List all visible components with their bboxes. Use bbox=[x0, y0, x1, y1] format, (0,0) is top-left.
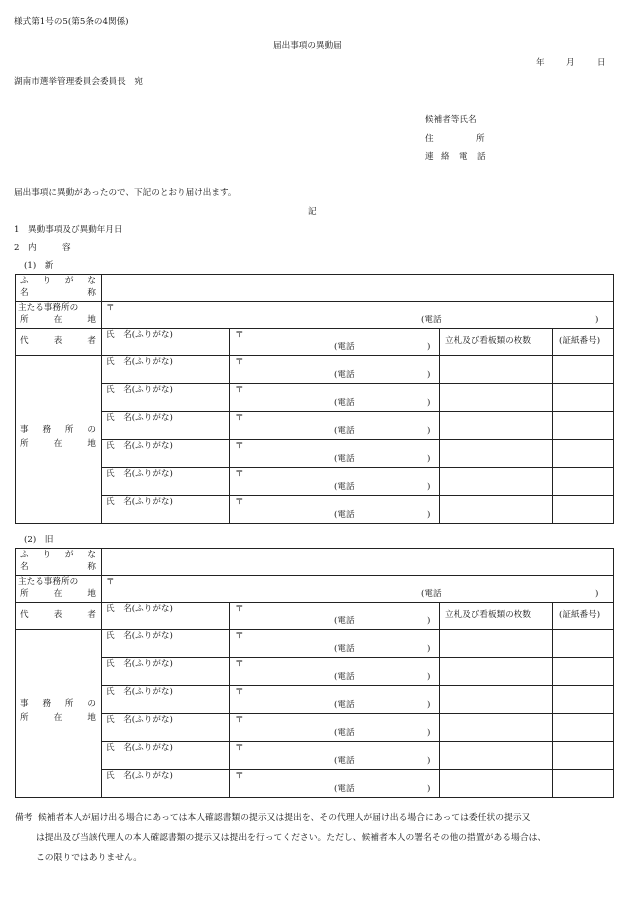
new-phone-open: (電話 bbox=[421, 315, 442, 325]
old-office-signboard-cell[interactable] bbox=[440, 714, 553, 742]
new-office-name-cell[interactable] bbox=[102, 440, 230, 468]
old-office-postal: 〒 bbox=[235, 743, 244, 753]
old-office-phone-close: ) bbox=[427, 672, 431, 682]
old-rep-address-cell[interactable] bbox=[230, 603, 440, 630]
new-stamp-label: (証紙番号) bbox=[559, 336, 601, 346]
remarks-line-1: 候補者本人が届け出る場合にあっては本人確認書類の提示又は提出を、その代理人が届け出る場合にあっては委任状の提示又 bbox=[38, 813, 531, 823]
old-office-address-cell[interactable] bbox=[230, 658, 440, 686]
new-main-office-label: 主たる事務所の bbox=[18, 303, 79, 313]
new-rep-name-label: 氏 名(ふりがな) bbox=[106, 330, 173, 340]
new-office-address-cell[interactable] bbox=[230, 440, 440, 468]
section-new-label: (1) 新 bbox=[24, 261, 54, 271]
applicant-contact-label-1: 連 bbox=[425, 152, 434, 162]
old-office-postal: 〒 bbox=[235, 659, 244, 669]
new-office-phone-open: (電話 bbox=[334, 370, 355, 380]
new-furigana-label-char: な bbox=[87, 276, 96, 286]
new-office-phone-close: ) bbox=[427, 510, 431, 520]
new-office-address-cell[interactable] bbox=[230, 356, 440, 384]
new-furigana-label-char: が bbox=[64, 276, 74, 286]
old-office-phone-open: (電話 bbox=[334, 672, 355, 682]
old-name-label-char: 称 bbox=[87, 562, 96, 572]
old-office-phone-close: ) bbox=[427, 728, 431, 738]
old-rep-name-cell[interactable] bbox=[102, 603, 230, 630]
new-main-office-location bbox=[20, 315, 96, 325]
intro-text: 届出事項に異動があったので、下記のとおり届け出ます。 bbox=[14, 188, 237, 198]
new-office-name-label: 氏 名(ふりがな) bbox=[106, 385, 173, 395]
new-office-name-cell[interactable] bbox=[102, 496, 230, 524]
applicant-address-label-2: 所 bbox=[476, 134, 485, 144]
ki-heading: 記 bbox=[308, 207, 317, 217]
new-rep-address-cell[interactable] bbox=[230, 329, 440, 356]
applicant-name-label: 候補者等氏名 bbox=[425, 115, 477, 125]
section-old-label: (2) 旧 bbox=[24, 535, 54, 545]
new-rep-phone-open: (電話 bbox=[334, 342, 355, 352]
new-office-signboard-cell[interactable] bbox=[440, 440, 553, 468]
new-main-office-location-char: 所 bbox=[20, 315, 29, 325]
old-office-location-label-1-char: 所 bbox=[64, 699, 74, 709]
old-office-name-cell[interactable] bbox=[102, 770, 230, 798]
new-office-signboard-cell[interactable] bbox=[440, 384, 553, 412]
old-office-phone-open: (電話 bbox=[334, 756, 355, 766]
page-title: 届出事項の異動届 bbox=[273, 41, 342, 51]
old-main-office-location-char: 所 bbox=[20, 589, 29, 599]
new-office-phone-open: (電話 bbox=[334, 454, 355, 464]
old-main-office-label: 主たる事務所の bbox=[18, 577, 79, 587]
new-office-stamp-cell[interactable] bbox=[553, 384, 614, 412]
old-office-name-label: 氏 名(ふりがな) bbox=[106, 771, 173, 781]
new-office-location-label-1 bbox=[20, 425, 96, 435]
new-office-stamp-cell[interactable] bbox=[553, 412, 614, 440]
new-office-phone-close: ) bbox=[427, 398, 431, 408]
new-office-location-label-1-char: の bbox=[87, 425, 96, 435]
old-office-name-label: 氏 名(ふりがな) bbox=[106, 687, 173, 697]
new-name-label-char: 称 bbox=[87, 288, 96, 298]
remarks-line-2: は提出及び当該代理人の本人確認書類の提示又は提出を行ってください。ただし、候補者本人の署名その他の措置がある場合は、 bbox=[36, 833, 547, 843]
old-office-signboard-cell[interactable] bbox=[440, 770, 553, 798]
old-office-address-cell[interactable] bbox=[230, 686, 440, 714]
new-rep-label bbox=[20, 336, 96, 346]
new-office-location-label-cell bbox=[16, 356, 102, 524]
new-name-label-char: 名 bbox=[20, 288, 29, 298]
new-office-postal: 〒 bbox=[235, 497, 244, 507]
old-main-office-location-char: 在 bbox=[53, 589, 63, 599]
old-office-phone-close: ) bbox=[427, 784, 431, 794]
old-main-office-label-cell bbox=[16, 576, 102, 603]
old-office-phone-close: ) bbox=[427, 756, 431, 766]
old-office-location-label-2 bbox=[20, 713, 96, 723]
new-office-postal: 〒 bbox=[235, 441, 244, 451]
new-rep-label-char: 表 bbox=[53, 336, 63, 346]
old-stamp-header bbox=[553, 603, 614, 630]
new-rep-name-cell[interactable] bbox=[102, 329, 230, 356]
new-name-label bbox=[20, 288, 96, 298]
old-office-signboard-cell[interactable] bbox=[440, 658, 553, 686]
applicant-contact-label-4: 話 bbox=[477, 152, 486, 162]
old-postal-mark: 〒 bbox=[106, 577, 115, 587]
new-office-phone-close: ) bbox=[427, 482, 431, 492]
form-number: 様式第1号の5(第5条の4関係) bbox=[14, 17, 129, 27]
new-office-phone-close: ) bbox=[427, 370, 431, 380]
old-office-phone-close: ) bbox=[427, 700, 431, 710]
item-2-a: 2 内 bbox=[14, 243, 37, 253]
new-rep-label-char: 代 bbox=[20, 336, 29, 346]
new-office-stamp-cell[interactable] bbox=[553, 440, 614, 468]
old-rep-label-char: 代 bbox=[20, 610, 29, 620]
old-main-office-location-char: 地 bbox=[87, 589, 96, 599]
new-office-address-cell[interactable] bbox=[230, 496, 440, 524]
old-office-address-cell[interactable] bbox=[230, 714, 440, 742]
new-office-location-label-2-char: 在 bbox=[53, 439, 63, 449]
old-office-location-label-cell bbox=[16, 630, 102, 798]
old-furigana-label-char: な bbox=[87, 550, 96, 560]
old-office-stamp-cell[interactable] bbox=[553, 770, 614, 798]
old-name-label bbox=[20, 562, 96, 572]
old-office-phone-open: (電話 bbox=[334, 700, 355, 710]
new-rep-label-cell bbox=[16, 329, 102, 356]
new-office-name-label: 氏 名(ふりがな) bbox=[106, 413, 173, 423]
date-year: 年 bbox=[536, 58, 545, 68]
remarks-line-3: この限りではありません。 bbox=[36, 853, 143, 863]
new-office-postal: 〒 bbox=[235, 469, 244, 479]
old-main-office-value-cell[interactable] bbox=[102, 576, 614, 603]
old-phone-open: (電話 bbox=[421, 589, 442, 599]
old-office-stamp-cell[interactable] bbox=[553, 686, 614, 714]
new-office-name-label: 氏 名(ふりがな) bbox=[106, 357, 173, 367]
old-office-location-label-1-char: 事 bbox=[20, 699, 29, 709]
old-office-location-label-2-char: 地 bbox=[87, 713, 96, 723]
old-office-postal: 〒 bbox=[235, 715, 244, 725]
new-main-office-location-char: 在 bbox=[53, 315, 63, 325]
new-office-address-cell[interactable] bbox=[230, 384, 440, 412]
old-name-label-cell bbox=[16, 549, 102, 576]
new-rep-label-char: 者 bbox=[87, 336, 96, 346]
old-main-office-location bbox=[20, 589, 96, 599]
old-phone-close: ) bbox=[595, 589, 599, 599]
old-office-stamp-cell[interactable] bbox=[553, 658, 614, 686]
old-rep-phone-close: ) bbox=[427, 616, 431, 626]
old-furigana-label-char: が bbox=[64, 550, 74, 560]
old-form-table bbox=[15, 548, 614, 798]
new-office-stamp-cell[interactable] bbox=[553, 468, 614, 496]
item-1: 1 異動事項及び異動年月日 bbox=[14, 225, 123, 235]
old-office-name-cell[interactable] bbox=[102, 686, 230, 714]
old-furigana-label-char: り bbox=[42, 550, 52, 560]
old-rep-postal: 〒 bbox=[235, 604, 244, 614]
old-office-stamp-cell[interactable] bbox=[553, 714, 614, 742]
new-office-location-label-1-char: 所 bbox=[64, 425, 74, 435]
new-office-location-label-2-char: 所 bbox=[20, 439, 29, 449]
old-office-name-label: 氏 名(ふりがな) bbox=[106, 631, 173, 641]
new-office-name-label: 氏 名(ふりがな) bbox=[106, 497, 173, 507]
old-office-name-cell[interactable] bbox=[102, 658, 230, 686]
old-office-name-label: 氏 名(ふりがな) bbox=[106, 659, 173, 669]
new-office-signboard-cell[interactable] bbox=[440, 468, 553, 496]
new-office-name-cell[interactable] bbox=[102, 356, 230, 384]
old-office-location-label-1 bbox=[20, 699, 96, 709]
new-name-label-cell bbox=[16, 275, 102, 302]
new-office-name-label: 氏 名(ふりがな) bbox=[106, 469, 173, 479]
new-office-postal: 〒 bbox=[235, 385, 244, 395]
new-office-signboard-cell[interactable] bbox=[440, 412, 553, 440]
new-postal-mark: 〒 bbox=[106, 303, 115, 313]
old-office-location-label-2-char: 所 bbox=[20, 713, 29, 723]
new-office-address-cell[interactable] bbox=[230, 468, 440, 496]
new-office-name-cell[interactable] bbox=[102, 468, 230, 496]
old-office-location-label-2-char: 在 bbox=[53, 713, 63, 723]
new-office-stamp-cell[interactable] bbox=[553, 356, 614, 384]
old-name-label-char: 名 bbox=[20, 562, 29, 572]
new-office-postal: 〒 bbox=[235, 357, 244, 367]
new-form-table bbox=[15, 274, 614, 524]
old-office-stamp-cell[interactable] bbox=[553, 630, 614, 658]
old-office-postal: 〒 bbox=[235, 771, 244, 781]
applicant-address-label-1: 住 bbox=[425, 134, 434, 144]
applicant-contact-label-2: 絡 bbox=[441, 152, 450, 162]
old-office-phone-close: ) bbox=[427, 644, 431, 654]
old-name-value-cell[interactable] bbox=[102, 549, 614, 576]
old-office-postal: 〒 bbox=[235, 687, 244, 697]
old-rep-label bbox=[20, 610, 96, 620]
old-office-stamp-cell[interactable] bbox=[553, 742, 614, 770]
new-office-location-label-2 bbox=[20, 439, 96, 449]
applicant-contact-label-3: 電 bbox=[459, 152, 468, 162]
old-office-signboard-cell[interactable] bbox=[440, 686, 553, 714]
new-office-signboard-cell[interactable] bbox=[440, 356, 553, 384]
new-signboard-label: 立札及び看板類の枚数 bbox=[445, 336, 531, 346]
old-office-name-cell[interactable] bbox=[102, 714, 230, 742]
new-office-location-label-2-char: 地 bbox=[87, 439, 96, 449]
new-phone-close: ) bbox=[595, 315, 599, 325]
new-main-office-label-cell bbox=[16, 302, 102, 329]
new-office-phone-open: (電話 bbox=[334, 426, 355, 436]
new-office-signboard-cell[interactable] bbox=[440, 496, 553, 524]
new-office-name-cell[interactable] bbox=[102, 384, 230, 412]
new-main-office-location-char: 地 bbox=[87, 315, 96, 325]
old-furigana-label bbox=[20, 550, 96, 560]
date-day: 日 bbox=[597, 58, 606, 68]
new-office-location-label-1-char: 事 bbox=[20, 425, 29, 435]
old-office-name-cell[interactable] bbox=[102, 742, 230, 770]
old-office-name-cell[interactable] bbox=[102, 630, 230, 658]
new-name-value-cell[interactable] bbox=[102, 275, 614, 302]
old-stamp-label: (証紙番号) bbox=[559, 610, 601, 620]
date-month: 月 bbox=[566, 58, 575, 68]
old-office-signboard-cell[interactable] bbox=[440, 630, 553, 658]
new-signboard-header bbox=[440, 329, 553, 356]
new-office-name-label: 氏 名(ふりがな) bbox=[106, 441, 173, 451]
old-office-phone-open: (電話 bbox=[334, 784, 355, 794]
old-office-signboard-cell[interactable] bbox=[440, 742, 553, 770]
new-office-phone-open: (電話 bbox=[334, 482, 355, 492]
new-rep-phone-close: ) bbox=[427, 342, 431, 352]
new-main-office-value-cell[interactable] bbox=[102, 302, 614, 329]
new-office-phone-open: (電話 bbox=[334, 510, 355, 520]
old-office-location-label-1-char: の bbox=[87, 699, 96, 709]
old-office-postal: 〒 bbox=[235, 631, 244, 641]
old-rep-label-char: 者 bbox=[87, 610, 96, 620]
old-furigana-label-char: ふ bbox=[20, 550, 29, 560]
new-office-phone-open: (電話 bbox=[334, 398, 355, 408]
new-office-phone-close: ) bbox=[427, 454, 431, 464]
remarks-head: 備考 bbox=[15, 813, 33, 823]
addressee: 湖南市選挙管理委員会委員長 宛 bbox=[14, 77, 143, 87]
new-office-location-label-1-char: 務 bbox=[42, 425, 52, 435]
old-office-name-label: 氏 名(ふりがな) bbox=[106, 743, 173, 753]
old-office-location-label-1-char: 務 bbox=[42, 699, 52, 709]
item-2-b: 容 bbox=[62, 243, 71, 253]
old-office-address-cell[interactable] bbox=[230, 742, 440, 770]
new-furigana-label-char: ふ bbox=[20, 276, 29, 286]
old-rep-name-label: 氏 名(ふりがな) bbox=[106, 604, 173, 614]
new-furigana-label-char: り bbox=[42, 276, 52, 286]
old-rep-phone-open: (電話 bbox=[334, 616, 355, 626]
old-signboard-label: 立札及び看板類の枚数 bbox=[445, 610, 531, 620]
old-rep-label-char: 表 bbox=[53, 610, 63, 620]
new-stamp-header bbox=[553, 329, 614, 356]
old-office-address-cell[interactable] bbox=[230, 630, 440, 658]
old-office-name-label: 氏 名(ふりがな) bbox=[106, 715, 173, 725]
new-rep-postal: 〒 bbox=[235, 330, 244, 340]
old-signboard-header bbox=[440, 603, 553, 630]
new-office-phone-close: ) bbox=[427, 426, 431, 436]
old-office-phone-open: (電話 bbox=[334, 644, 355, 654]
old-office-address-cell[interactable] bbox=[230, 770, 440, 798]
old-office-phone-open: (電話 bbox=[334, 728, 355, 738]
new-office-postal: 〒 bbox=[235, 413, 244, 423]
new-furigana-label bbox=[20, 276, 96, 286]
new-office-address-cell[interactable] bbox=[230, 412, 440, 440]
old-rep-label-cell bbox=[16, 603, 102, 630]
new-office-stamp-cell[interactable] bbox=[553, 496, 614, 524]
new-office-name-cell[interactable] bbox=[102, 412, 230, 440]
